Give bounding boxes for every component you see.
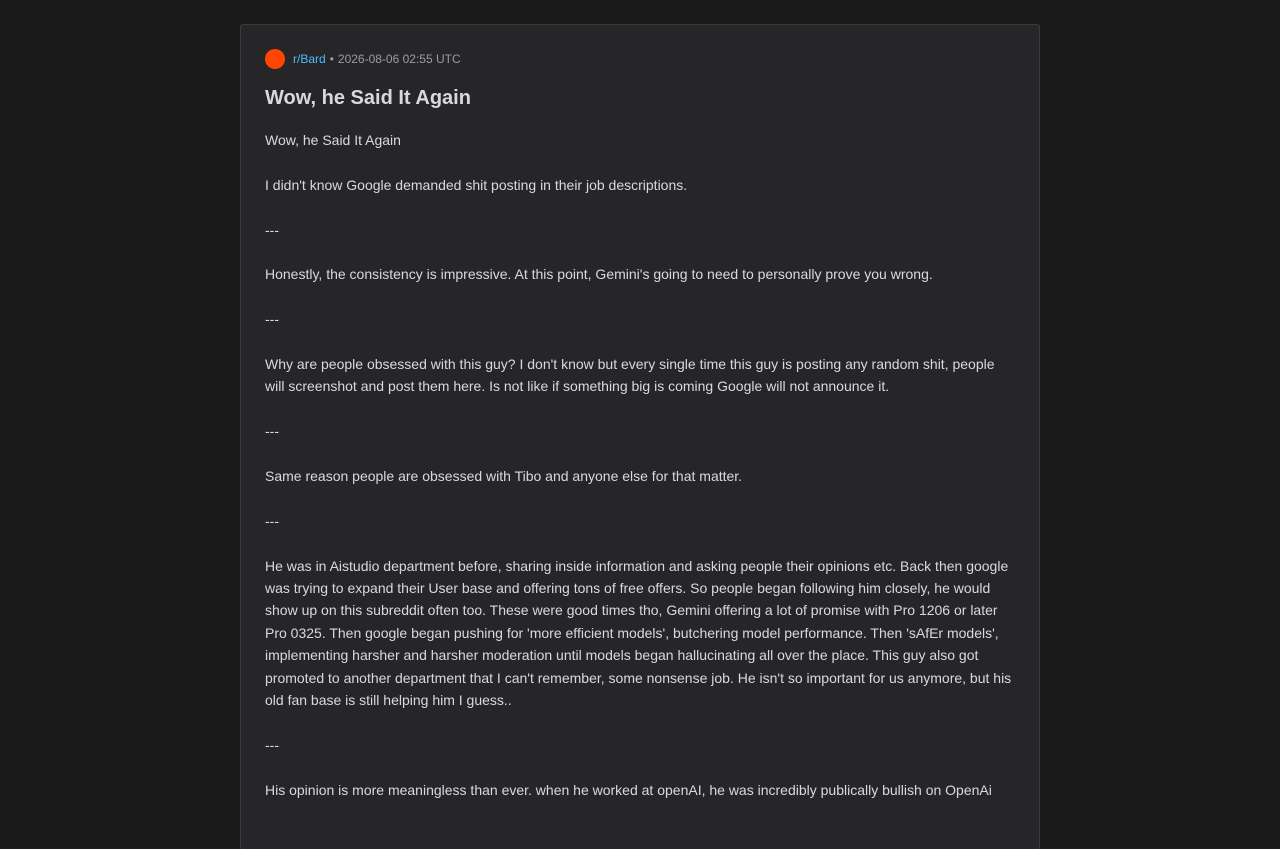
meta-separator: •: [329, 52, 334, 66]
body-divider: ---: [265, 311, 279, 328]
body-paragraph: Wow, he Said It Again: [265, 132, 401, 148]
post-card: [240, 24, 1040, 849]
post-body: [265, 129, 1015, 801]
post-title[interactable]: Wow, he Said It Again: [265, 87, 471, 109]
body-divider: ---: [265, 423, 279, 440]
body-divider: ---: [265, 736, 279, 753]
post-timestamp: 2026-08-06 02:55 UTC: [337, 52, 461, 66]
body-paragraph: He was in Aistudio department before, sharing inside information and asking people their opinions etc. Back then google was trying to expand their User base and offering tons of free offers. So people began following him closely, he would show up on this subreddit often too. These were good times tho, Gemini offering a lot of promise with Pro 1206 or later Pro 0325. Then google began pushing for 'more efficient models', butchering model performance. Then 'sAfEr models', implementing harsher and harsher moderation until models began hallucinating all over the place. This guy also got promoted to another department that I can't remember, some nonsense job. He isn't so important for us anymore, but his old fan base is still helping him I guess..: [265, 557, 1012, 709]
body-paragraph: I didn't know Google demanded shit posting in their job descriptions.: [265, 176, 688, 193]
subreddit-link[interactable]: r/Bard: [293, 52, 326, 66]
body-paragraph: His opinion is more meaningless than ever. when he worked at openAI, he was incredibly publically bullish on OpenAi: [265, 781, 992, 798]
body-divider: ---: [265, 221, 279, 238]
body-paragraph: Honestly, the consistency is impressive. At this point, Gemini's going to need to personally prove you wrong.: [265, 266, 933, 283]
post-meta: [265, 49, 1015, 69]
body-paragraph: Same reason people are obsessed with Tibo and anyone else for that matter.: [265, 467, 743, 484]
body-paragraph: Why are people obsessed with this guy? I don't know but every single time this guy is posting any random shit, people will screenshot and post them here. Is not like if something big is coming Google will not announce it.: [265, 355, 995, 395]
subreddit-icon[interactable]: [265, 49, 285, 69]
body-divider: ---: [265, 512, 279, 529]
